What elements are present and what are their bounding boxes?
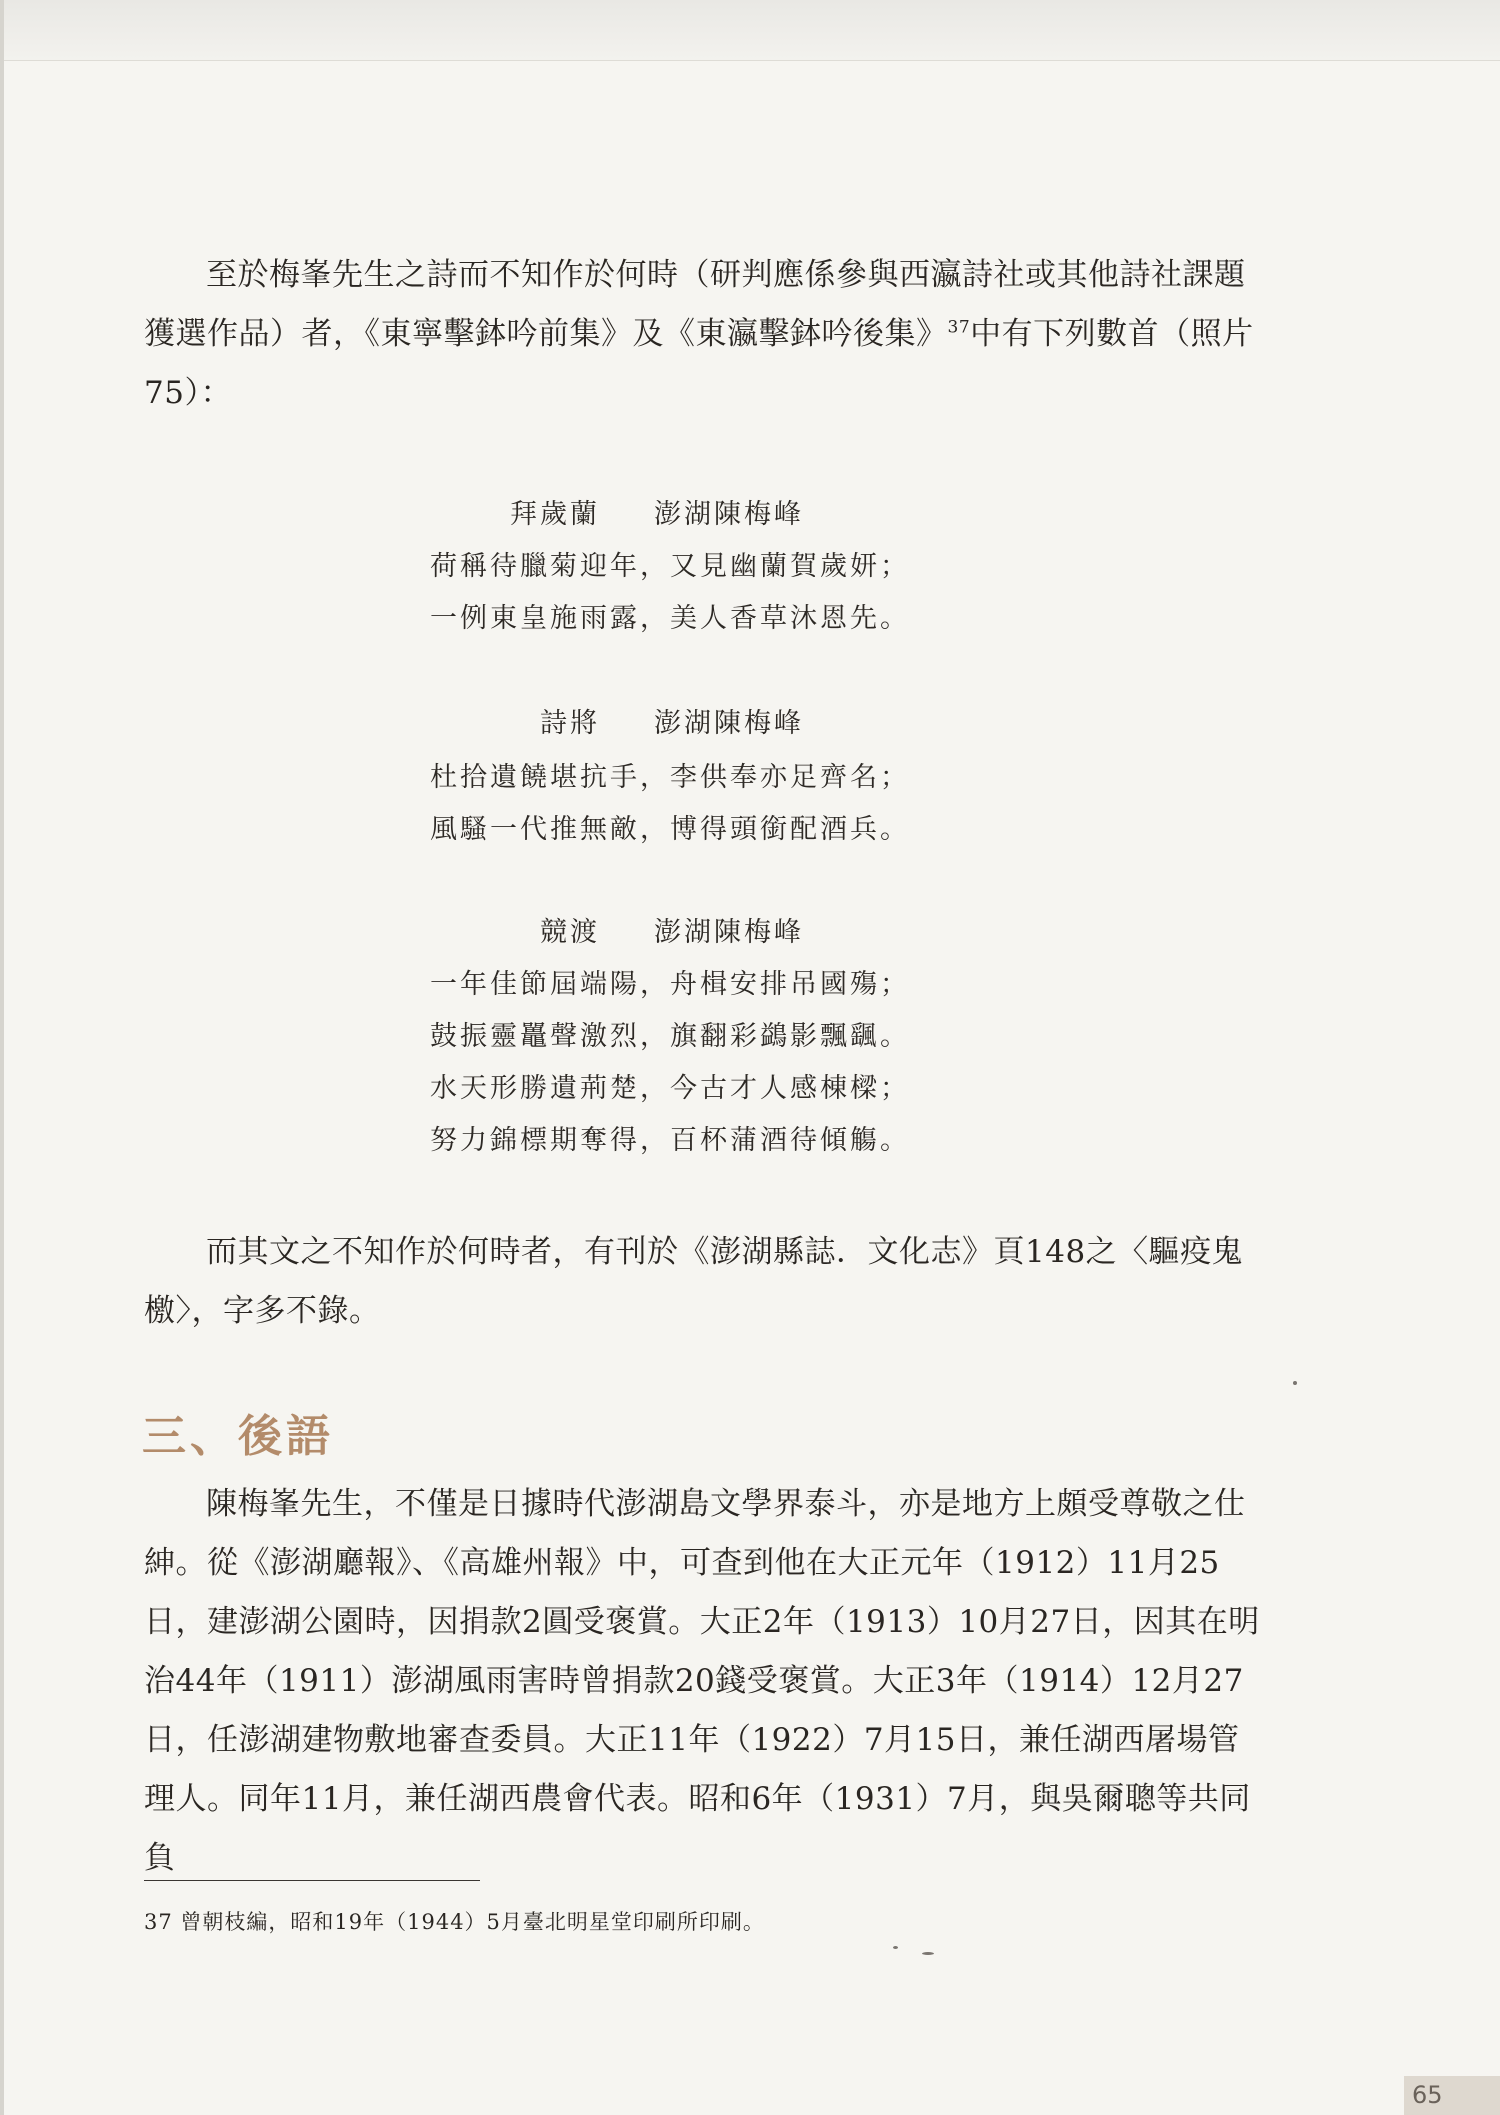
- page-number: 65: [1404, 2076, 1500, 2115]
- paragraph-poems-intro-text-b: 中有下列數首（照片75）：: [144, 316, 1254, 411]
- section-heading: 三、後語: [142, 1411, 334, 1462]
- poem-heading: [430, 910, 804, 949]
- poem-author: 澎湖陳梅峰: [654, 708, 804, 739]
- paragraph-poems-intro: [144, 246, 1266, 423]
- paragraph-undated-prose: 而其文之不知作於何時者，有刊於《澎湖縣誌．文化志》頁148之〈驅疫鬼檄〉，字多不錄。: [144, 1234, 1244, 1329]
- poem-title: 詩將: [540, 708, 600, 739]
- poem-line: 一例東皇施雨露，美人香草沐恩先。: [430, 603, 910, 634]
- paragraph-afterword: 陳梅峯先生，不僅是日據時代澎湖島文學界泰斗，亦是地方上頗受尊敬之仕紳。從《澎湖廳報》、《高雄州報》中，可查到他在大正元年（1912）11月25日，建澎湖公園時，因捐款2圓受褒賞。大正2年（1913）10月27日，因其在明治44年（1911）澎湖風雨害時曾捐款20錢受褒賞。大正3年（1914）12月27日，任澎湖建物敷地審查委員。大正11年（1922）7月15日，兼任湖西屠場管理人。同年11月，兼任湖西農會代表。昭和6年（1931）7月，與吳爾聰等共同負: [144, 1486, 1260, 1876]
- poem-line: 風騷一代推無敵，博得頭銜配酒兵。: [430, 814, 910, 845]
- scan-speck: [893, 1946, 898, 1949]
- footnote-reference: 37: [947, 317, 971, 338]
- footnote-37: 37 曾朝枝編，昭和19年（1944）5月臺北明星堂印刷所印刷。: [144, 1910, 765, 1934]
- poem-author: 澎湖陳梅峰: [654, 499, 804, 530]
- poem-author: 澎湖陳梅峰: [654, 917, 804, 948]
- paragraph-poems-intro-text-a: 至於梅峯先生之詩而不知作於何時（研判應係參與西瀛詩社或其他詩社課題獲選作品）者，《東寧擊鉢吟前集》及《東瀛擊鉢吟後集》: [144, 257, 1246, 352]
- poem-line: 水天形勝遺荊楚，今古才人感棟樑；: [430, 1073, 910, 1104]
- poem-line: 鼓振靈鼉聲激烈，旗翻彩鷁影飄颻。: [430, 1021, 910, 1052]
- poem-line: 努力錦標期奪得，百杯蒲酒待傾觴。: [430, 1125, 910, 1156]
- footnote-divider: [144, 1880, 480, 1881]
- scan-speck: [922, 1952, 934, 1955]
- poem-heading: [430, 701, 804, 740]
- poem-line: 荷稱待臘菊迎年，又見幽蘭賀歲妍；: [430, 551, 910, 582]
- poem-line: 一年佳節屆端陽，舟楫安排吊國殤；: [430, 969, 910, 1000]
- page-top-strip: [0, 0, 1500, 61]
- poem-heading: [430, 492, 804, 531]
- page-left-edge: [0, 0, 4, 2115]
- poem-title: 拜歲蘭: [510, 499, 600, 530]
- poem-title: 競渡: [540, 917, 600, 948]
- scan-speck: [1293, 1381, 1297, 1385]
- poem-line: 杜拾遺饒堪抗手，李供奉亦足齊名；: [430, 762, 910, 793]
